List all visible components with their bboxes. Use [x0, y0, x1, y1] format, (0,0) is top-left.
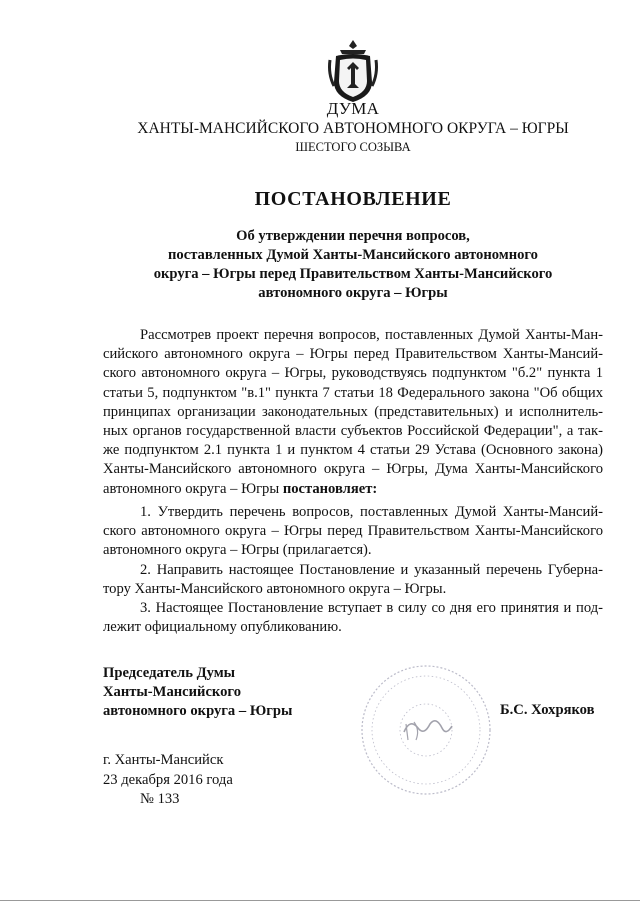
document-number: № 133: [140, 791, 180, 807]
preamble-line: [103, 480, 603, 499]
date: 23 декабря 2016 года: [103, 771, 233, 788]
preamble-line: ского автономного округа – Югры, руководствуясь подпунктом "б.2" пункта 1: [103, 365, 603, 382]
resolution-line: лежит официальному опубликованию.: [103, 619, 342, 636]
preamble-line: же подпунктом 2.1 пункта 1 и пунктом 4 статьи 29 Устава (Основного закона): [103, 442, 603, 459]
resolution-line: 3. Настоящее Постановление вступает в силу со дня его принятия и под-: [140, 599, 603, 616]
preamble-line: ных органов государственной власти субъектов Российской Федерации", а так-: [103, 422, 603, 439]
preamble-line: сийского автономного округа – Югры перед Правительством Ханты-Мансий-: [103, 346, 603, 363]
org-name: ДУМА: [326, 99, 380, 118]
place: г. Ханты-Мансийск: [103, 752, 224, 768]
subject-line: Об утверждении перечня вопросов,: [236, 228, 470, 244]
document-subject: [0, 227, 640, 303]
preamble-paragraph: [103, 326, 603, 499]
resolution-line: ского автономного округа – Югры перед Правительством Ханты-Мансийского: [103, 523, 603, 540]
resolution-line: 1. Утвердить перечень вопросов, поставленных Думой Ханты-Мансий-: [140, 504, 603, 520]
subject-line: округа – Югры перед Правительством Ханты-Мансийского: [153, 266, 553, 282]
resolution-line: тору Ханты-Мансийского автономного округа – Югры.: [103, 580, 447, 597]
resolution-line: 2. Направить настоящее Постановление и указанный перечень Губерна-: [140, 561, 603, 578]
official-seal-stamp-icon: [358, 662, 494, 798]
resolution-items: [103, 503, 603, 637]
signatory-position-line: Ханты-Мансийского: [103, 684, 241, 700]
preamble-line: Рассмотрев проект перечня вопросов, поставленных Думой Ханты-Ман-: [140, 327, 603, 343]
coat-of-arms-icon: [326, 38, 380, 104]
preamble-line: принципах организации законодательных (представительных) и исполнитель-: [103, 403, 603, 420]
signatory-name: Б.С. Хохряков: [500, 702, 595, 718]
subject-line: поставленных Думой Ханты-Мансийского автономного: [168, 247, 538, 263]
signatory-position-line: автономного округа – Югры: [103, 703, 293, 719]
page-bottom-edge: [0, 900, 640, 901]
signatory-position: [103, 664, 292, 721]
document-type-title: ПОСТАНОВЛЕНИЕ: [254, 188, 452, 210]
resolve-word: постановляет:: [282, 480, 378, 497]
resolution-line: автономного округа – Югры (прилагается).: [103, 542, 372, 559]
preamble-line: статьи 5, подпунктом "в.1" пункта 7 статьи 18 Федерального закона "Об общих: [103, 384, 603, 401]
signatory-position-line: Председатель Думы: [103, 665, 236, 681]
preamble-last-text: автономного округа – Югры: [103, 480, 283, 497]
preamble-line: Ханты-Мансийского автономного округа – Югры, Дума Ханты-Мансийского: [103, 461, 603, 478]
convocation: ШЕСТОГО СОЗЫВА: [295, 140, 411, 154]
subject-line: автономного округа – Югры: [258, 285, 448, 301]
okrug-name: ХАНТЫ-МАНСИЙСКОГО АВТОНОМНОГО ОКРУГА – ЮГРЫ: [137, 120, 569, 137]
place-date-number: [103, 751, 233, 810]
